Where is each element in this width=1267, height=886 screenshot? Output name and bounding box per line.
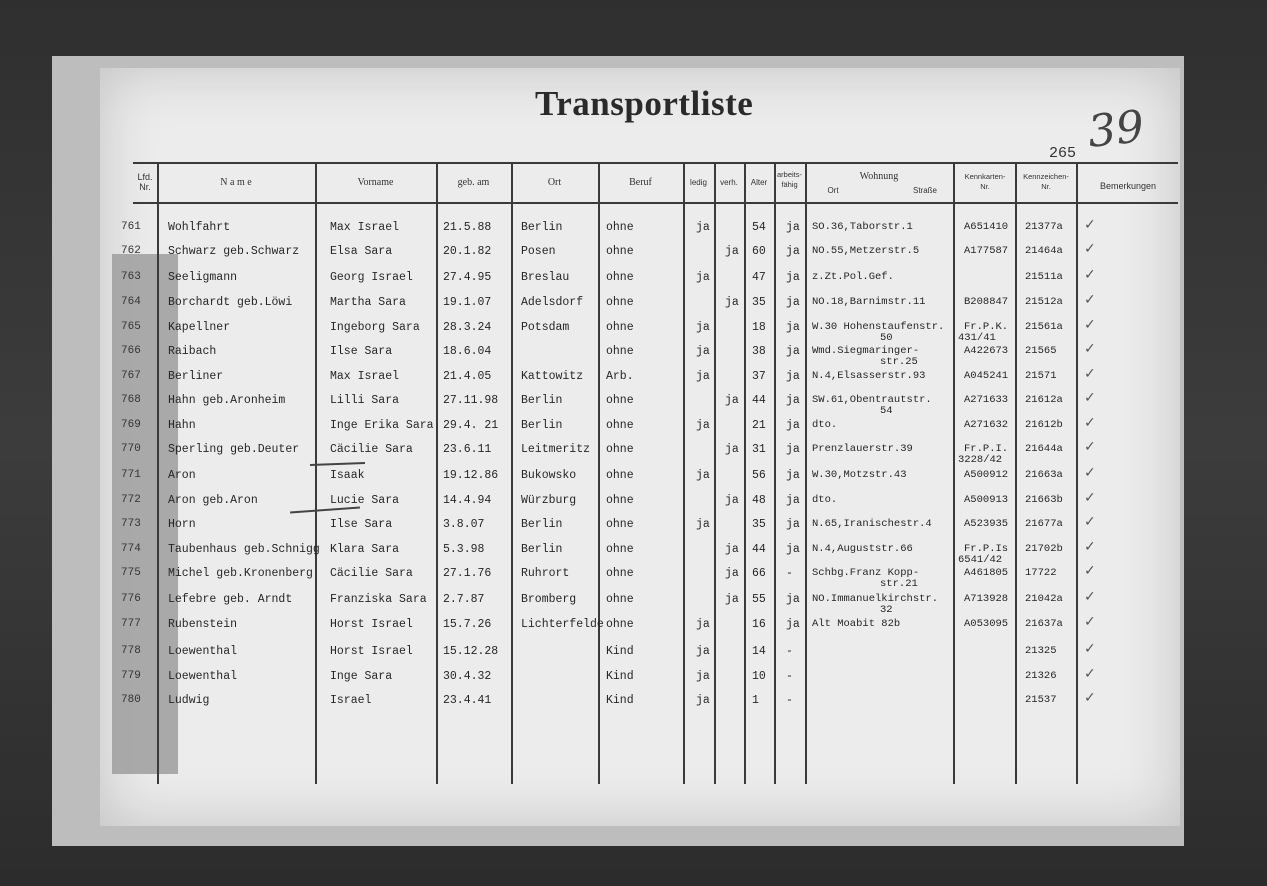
cell-vorname: Lilli Sara xyxy=(330,394,400,407)
cell-beruf: ohne xyxy=(606,593,634,606)
col-divider xyxy=(511,162,513,784)
cell-vorname: Horst Israel xyxy=(330,618,413,631)
col-divider xyxy=(714,162,716,784)
cell-kk: A461805 xyxy=(964,567,1009,579)
cell-verh: ja xyxy=(725,245,739,258)
cell-alter: 47 xyxy=(752,271,766,284)
cell-verh: ja xyxy=(725,494,739,507)
cell-name: Sperling geb.Deuter xyxy=(168,443,300,456)
cell-geb: 15.12.28 xyxy=(443,645,499,658)
cell-vorname: Israel xyxy=(330,694,372,707)
cell-alter: 66 xyxy=(752,567,766,580)
check-mark-icon: ✓ xyxy=(1084,317,1096,333)
cell-vorname: Lucie Sara xyxy=(330,494,400,507)
cell-kz: 21677a xyxy=(1025,518,1063,530)
cell-wohnung: Wmd.Siegmaringer- xyxy=(812,345,920,357)
cell-af: ja xyxy=(786,469,800,482)
cell-vorname: Klara Sara xyxy=(330,543,400,556)
cell-vorname: Ilse Sara xyxy=(330,518,393,531)
cell-kk-line2: 3228/42 xyxy=(958,454,1003,466)
cell-nr: 764 xyxy=(121,296,141,308)
cell-af: ja xyxy=(786,443,800,456)
col-divider xyxy=(436,162,438,784)
cell-wohnung: dto. xyxy=(812,419,838,431)
cell-beruf: ohne xyxy=(606,419,634,432)
cell-nr: 762 xyxy=(121,245,141,257)
cell-ort: Berlin xyxy=(521,419,563,432)
cell-ledig: ja xyxy=(696,645,710,658)
cell-af: ja xyxy=(786,394,800,407)
table-top-rule xyxy=(133,162,1178,164)
cell-beruf: ohne xyxy=(606,518,634,531)
cell-af: ja xyxy=(786,271,800,284)
cell-af: - xyxy=(786,694,793,707)
cell-kk: A500913 xyxy=(964,494,1009,506)
cell-wohnung: dto. xyxy=(812,494,838,506)
cell-alter: 60 xyxy=(752,245,766,258)
cell-verh: ja xyxy=(725,443,739,456)
cell-kz: 21644a xyxy=(1025,443,1063,455)
cell-af: ja xyxy=(786,221,800,234)
cell-name: Wohlfahrt xyxy=(168,221,231,234)
cell-nr: 771 xyxy=(121,469,141,481)
cell-name: Horn xyxy=(168,518,196,531)
cell-vorname: Elsa Sara xyxy=(330,245,393,258)
cell-kz: 21042a xyxy=(1025,593,1063,605)
cell-kz: 21663b xyxy=(1025,494,1063,506)
cell-beruf: Kind xyxy=(606,670,634,683)
cell-beruf: ohne xyxy=(606,221,634,234)
cell-ort: Berlin xyxy=(521,543,563,556)
cell-beruf: ohne xyxy=(606,321,634,334)
cell-af: ja xyxy=(786,593,800,606)
cell-geb: 5.3.98 xyxy=(443,543,485,556)
cell-af: ja xyxy=(786,618,800,631)
cell-name: Rubenstein xyxy=(168,618,238,631)
cell-alter: 14 xyxy=(752,645,766,658)
cell-af: - xyxy=(786,670,793,683)
cell-kk: A500912 xyxy=(964,469,1009,481)
cell-wohnung: Alt Moabit 82b xyxy=(812,618,901,630)
cell-kk: A271632 xyxy=(964,419,1009,431)
cell-wohnung: W.30 Hohenstaufenstr. xyxy=(812,321,945,333)
cell-beruf: ohne xyxy=(606,494,634,507)
cell-vorname: Ingeborg Sara xyxy=(330,321,420,334)
cell-name: Taubenhaus geb.Schnigg xyxy=(168,543,320,556)
cell-kk: B208847 xyxy=(964,296,1009,308)
cell-name: Raibach xyxy=(168,345,217,358)
cell-verh: ja xyxy=(725,543,739,556)
check-mark-icon: ✓ xyxy=(1084,390,1096,406)
cell-nr: 780 xyxy=(121,694,141,706)
cell-ort: Würzburg xyxy=(521,494,577,507)
cell-name: Schwarz geb.Schwarz xyxy=(168,245,300,258)
cell-wohnung: N.4,Auguststr.66 xyxy=(812,543,913,555)
cell-kz: 21325 xyxy=(1025,645,1057,657)
cell-af: ja xyxy=(786,370,800,383)
cell-beruf: Kind xyxy=(606,694,634,707)
cell-ledig: ja xyxy=(696,419,710,432)
check-mark-icon: ✓ xyxy=(1084,589,1096,605)
cell-verh: ja xyxy=(725,567,739,580)
cell-alter: 10 xyxy=(752,670,766,683)
cell-verh: ja xyxy=(725,593,739,606)
cell-wohnung-line2: 50 xyxy=(880,332,893,344)
cell-nr: 778 xyxy=(121,645,141,657)
col-divider xyxy=(683,162,685,784)
cell-geb: 19.12.86 xyxy=(443,469,499,482)
cell-ort: Lichterfelde xyxy=(521,618,604,631)
cell-alter: 1 xyxy=(752,694,759,707)
check-mark-icon: ✓ xyxy=(1084,366,1096,382)
check-mark-icon: ✓ xyxy=(1084,514,1096,530)
cell-af: ja xyxy=(786,245,800,258)
cell-wohnung-line2: str.21 xyxy=(880,578,918,590)
cell-kk-line2: 431/41 xyxy=(958,332,996,344)
cell-beruf: ohne xyxy=(606,271,634,284)
cell-geb: 20.1.82 xyxy=(443,245,492,258)
cell-kk: Fr.P.Is xyxy=(964,543,1009,555)
cell-wohnung: SO.36,Taborstr.1 xyxy=(812,221,913,233)
cell-geb: 2.7.87 xyxy=(443,593,485,606)
cell-geb: 27.11.98 xyxy=(443,394,499,407)
cell-nr: 773 xyxy=(121,518,141,530)
cell-kz: 21512a xyxy=(1025,296,1063,308)
cell-wohnung: N.4,Elsasserstr.93 xyxy=(812,370,926,382)
cell-ledig: ja xyxy=(696,271,710,284)
cell-ort: Berlin xyxy=(521,221,563,234)
cell-ort: Berlin xyxy=(521,394,563,407)
check-mark-icon: ✓ xyxy=(1084,490,1096,506)
header-alter: Alter xyxy=(750,178,768,187)
cell-geb: 14.4.94 xyxy=(443,494,492,507)
cell-ort: Leitmeritz xyxy=(521,443,591,456)
cell-alter: 21 xyxy=(752,419,766,432)
cell-beruf: ohne xyxy=(606,345,634,358)
cell-nr: 767 xyxy=(121,370,141,382)
header-vorname: Vorname xyxy=(357,177,394,188)
header-wohnung-strasse: Straße xyxy=(912,186,937,195)
cell-geb: 27.1.76 xyxy=(443,567,492,580)
cell-kz: 21571 xyxy=(1025,370,1057,382)
check-mark-icon: ✓ xyxy=(1084,666,1096,682)
cell-kz: 21511a xyxy=(1025,271,1063,283)
col-divider xyxy=(805,162,807,784)
cell-wohnung: Schbg.Franz Kopp- xyxy=(812,567,920,579)
cell-vorname: Georg Israel xyxy=(330,271,413,284)
cell-geb: 28.3.24 xyxy=(443,321,492,334)
col-divider xyxy=(744,162,746,784)
header-wohnung-ort: Ort xyxy=(827,186,839,195)
cell-ort: Kattowitz xyxy=(521,370,584,383)
cell-geb: 23.4.41 xyxy=(443,694,492,707)
cell-alter: 55 xyxy=(752,593,766,606)
cell-wohnung-line2: 32 xyxy=(880,604,893,616)
cell-beruf: ohne xyxy=(606,443,634,456)
cell-ledig: ja xyxy=(696,694,710,707)
header-beruf: Beruf xyxy=(629,177,652,188)
cell-vorname: Max Israel xyxy=(330,221,400,234)
cell-kz: 21663a xyxy=(1025,469,1063,481)
check-mark-icon: ✓ xyxy=(1084,690,1096,706)
cell-wohnung: N.65,Iranischestr.4 xyxy=(812,518,932,530)
header-geb-am: geb. am xyxy=(457,177,490,188)
cell-beruf: ohne xyxy=(606,618,634,631)
cell-alter: 35 xyxy=(752,518,766,531)
check-mark-icon: ✓ xyxy=(1084,439,1096,455)
cell-name: Ludwig xyxy=(168,694,210,707)
cell-alter: 54 xyxy=(752,221,766,234)
check-mark-icon: ✓ xyxy=(1084,217,1096,233)
document-title: Transportliste xyxy=(535,84,754,123)
cell-kz: 21537 xyxy=(1025,694,1057,706)
cell-ledig: ja xyxy=(696,370,710,383)
cell-vorname: Inge Erika Sara xyxy=(330,419,434,432)
check-mark-icon: ✓ xyxy=(1084,267,1096,283)
cell-wohnung: SW.61,Obentrautstr. xyxy=(812,394,932,406)
cell-ledig: ja xyxy=(696,221,710,234)
col-divider xyxy=(315,162,317,784)
cell-ledig: ja xyxy=(696,469,710,482)
cell-name: Aron geb.Aron xyxy=(168,494,258,507)
cell-wohnung: Prenzlauerstr.39 xyxy=(812,443,913,455)
cell-nr: 779 xyxy=(121,670,141,682)
col-divider xyxy=(953,162,955,784)
cell-af: ja xyxy=(786,296,800,309)
header-ledig: ledig xyxy=(690,178,707,187)
cell-vorname: Cäcilie Sara xyxy=(330,567,413,580)
cell-name: Hahn xyxy=(168,419,196,432)
cell-verh: ja xyxy=(725,394,739,407)
cell-ledig: ja xyxy=(696,670,710,683)
header-kennzeichen: Kennzeichen- Nr. xyxy=(1023,172,1069,191)
cell-beruf: ohne xyxy=(606,296,634,309)
check-mark-icon: ✓ xyxy=(1084,465,1096,481)
cell-beruf: ohne xyxy=(606,245,634,258)
cell-kk: A422673 xyxy=(964,345,1009,357)
cell-ort: Bromberg xyxy=(521,593,577,606)
cell-af: ja xyxy=(786,494,800,507)
cell-ledig: ja xyxy=(696,618,710,631)
cell-nr: 765 xyxy=(121,321,141,333)
header-lfd-nr: Lfd. Nr. xyxy=(137,172,153,192)
cell-vorname: Martha Sara xyxy=(330,296,406,309)
cell-ort: Ruhrort xyxy=(521,567,570,580)
cell-nr: 766 xyxy=(121,345,141,357)
cell-kk: A271633 xyxy=(964,394,1009,406)
cell-nr: 772 xyxy=(121,494,141,506)
cell-name: Loewenthal xyxy=(168,670,238,683)
cell-nr: 774 xyxy=(121,543,141,555)
cell-wohnung-line2: str.25 xyxy=(880,356,918,368)
cell-alter: 44 xyxy=(752,543,766,556)
cell-af: - xyxy=(786,645,793,658)
cell-wohnung: z.Zt.Pol.Gef. xyxy=(812,271,894,283)
cell-ort: Berlin xyxy=(521,518,563,531)
cell-kk: A713928 xyxy=(964,593,1009,605)
check-mark-icon: ✓ xyxy=(1084,341,1096,357)
cell-beruf: ohne xyxy=(606,543,634,556)
cell-kz: 21464a xyxy=(1025,245,1063,257)
cell-nr: 776 xyxy=(121,593,141,605)
cell-vorname: Horst Israel xyxy=(330,645,413,658)
cell-nr: 770 xyxy=(121,443,141,455)
cell-kz: 21565 xyxy=(1025,345,1057,357)
cell-alter: 38 xyxy=(752,345,766,358)
cell-ledig: ja xyxy=(696,518,710,531)
cell-alter: 44 xyxy=(752,394,766,407)
header-ort: Ort xyxy=(547,177,562,188)
cell-vorname: Franziska Sara xyxy=(330,593,427,606)
header-name: N a m e xyxy=(220,177,252,188)
cell-geb: 21.5.88 xyxy=(443,221,492,234)
cell-alter: 56 xyxy=(752,469,766,482)
cell-kk: A045241 xyxy=(964,370,1009,382)
cell-kz: 21702b xyxy=(1025,543,1063,555)
cell-geb: 30.4.32 xyxy=(443,670,492,683)
cell-geb: 19.1.07 xyxy=(443,296,492,309)
check-mark-icon: ✓ xyxy=(1084,614,1096,630)
cell-nr: 775 xyxy=(121,567,141,579)
cell-alter: 31 xyxy=(752,443,766,456)
cell-af: ja xyxy=(786,419,800,432)
cell-name: Aron xyxy=(168,469,196,482)
cell-beruf: ohne xyxy=(606,567,634,580)
cell-kk: Fr.P.I. xyxy=(964,443,1009,455)
cell-nr: 769 xyxy=(121,419,141,431)
cell-name: Berliner xyxy=(168,370,224,383)
cell-vorname: Inge Sara xyxy=(330,670,393,683)
cell-kk-line2: 6541/42 xyxy=(958,554,1003,566)
cell-ort: Breslau xyxy=(521,271,570,284)
cell-name: Borchardt geb.Löwi xyxy=(168,296,293,309)
cell-af: ja xyxy=(786,543,800,556)
check-mark-icon: ✓ xyxy=(1084,539,1096,555)
cell-alter: 35 xyxy=(752,296,766,309)
header-arbeitsfaehig: arbeits- fähig xyxy=(776,170,802,189)
col-divider xyxy=(598,162,600,784)
cell-nr: 777 xyxy=(121,618,141,630)
cell-geb: 15.7.26 xyxy=(443,618,492,631)
col-divider xyxy=(1015,162,1017,784)
check-mark-icon: ✓ xyxy=(1084,241,1096,257)
cell-wohnung: NO.55,Metzerstr.5 xyxy=(812,245,920,257)
cell-kz: 21377a xyxy=(1025,221,1063,233)
cell-geb: 18.6.04 xyxy=(443,345,492,358)
cell-af: - xyxy=(786,567,793,580)
cell-nr: 761 xyxy=(121,221,141,233)
cell-beruf: ohne xyxy=(606,394,634,407)
col-divider xyxy=(774,162,776,784)
handwritten-number: 39 xyxy=(1085,101,1147,158)
cell-vorname: Max Israel xyxy=(330,370,400,383)
cell-alter: 48 xyxy=(752,494,766,507)
cell-af: ja xyxy=(786,345,800,358)
col-divider xyxy=(157,162,159,784)
cell-name: Seeligmann xyxy=(168,271,238,284)
check-mark-icon: ✓ xyxy=(1084,415,1096,431)
cell-ort: Potsdam xyxy=(521,321,570,334)
header-bottom-rule xyxy=(133,202,1178,204)
cell-kz: 21561a xyxy=(1025,321,1063,333)
cell-kk: A177587 xyxy=(964,245,1009,257)
cell-kz: 21637a xyxy=(1025,618,1063,630)
cell-geb: 27.4.95 xyxy=(443,271,492,284)
cell-ort: Posen xyxy=(521,245,556,258)
cell-vorname: Cäcilie Sara xyxy=(330,443,413,456)
cell-kk: A053095 xyxy=(964,618,1009,630)
cell-vorname: Ilse Sara xyxy=(330,345,393,358)
cell-vorname: Isaak xyxy=(330,469,365,482)
cell-name: Michel geb.Kronenberg xyxy=(168,567,313,580)
cell-wohnung: W.30,Motzstr.43 xyxy=(812,469,907,481)
cell-beruf: Kind xyxy=(606,645,634,658)
cell-nr: 768 xyxy=(121,394,141,406)
cell-geb: 3.8.07 xyxy=(443,518,485,531)
check-mark-icon: ✓ xyxy=(1084,292,1096,308)
cell-alter: 16 xyxy=(752,618,766,631)
header-verh: verh. xyxy=(720,178,738,187)
cell-kz: 21612b xyxy=(1025,419,1063,431)
cell-wohnung-line2: 54 xyxy=(880,405,893,417)
cell-kz: 21612a xyxy=(1025,394,1063,406)
cell-name: Loewenthal xyxy=(168,645,238,658)
header-wohnung: Wohnung xyxy=(859,171,899,182)
check-mark-icon: ✓ xyxy=(1084,641,1096,657)
cell-wohnung: NO.18,Barnimstr.11 xyxy=(812,296,926,308)
page-number: 265 xyxy=(1049,145,1077,162)
cell-name: Hahn geb.Aronheim xyxy=(168,394,286,407)
cell-verh: ja xyxy=(725,296,739,309)
cell-af: ja xyxy=(786,321,800,334)
cell-beruf: Arb. xyxy=(606,370,634,383)
cell-kz: 21326 xyxy=(1025,670,1057,682)
header-kennkarten: Kennkarten- Nr. xyxy=(964,172,1006,191)
cell-kz: 17722 xyxy=(1025,567,1057,579)
cell-geb: 23.6.11 xyxy=(443,443,492,456)
cell-beruf: ohne xyxy=(606,469,634,482)
cell-ort: Bukowsko xyxy=(521,469,577,482)
cell-name: Kapellner xyxy=(168,321,231,334)
cell-geb: 29.4. 21 xyxy=(443,419,499,432)
col-divider xyxy=(1076,162,1078,784)
cell-geb: 21.4.05 xyxy=(443,370,492,383)
cell-alter: 18 xyxy=(752,321,766,334)
cell-nr: 763 xyxy=(121,271,141,283)
cell-kk: A651410 xyxy=(964,221,1009,233)
cell-kk: A523935 xyxy=(964,518,1009,530)
cell-ort: Adelsdorf xyxy=(521,296,584,309)
check-mark-icon: ✓ xyxy=(1084,563,1096,579)
cell-ledig: ja xyxy=(696,321,710,334)
cell-name: Lefebre geb. Arndt xyxy=(168,593,293,606)
cell-kk: Fr.P.K. xyxy=(964,321,1009,333)
cell-alter: 37 xyxy=(752,370,766,383)
header-bemerkungen: Bemerkungen xyxy=(1099,181,1157,191)
cell-af: ja xyxy=(786,518,800,531)
cell-ledig: ja xyxy=(696,345,710,358)
cell-wohnung: NO.Immanuelkirchstr. xyxy=(812,593,939,605)
